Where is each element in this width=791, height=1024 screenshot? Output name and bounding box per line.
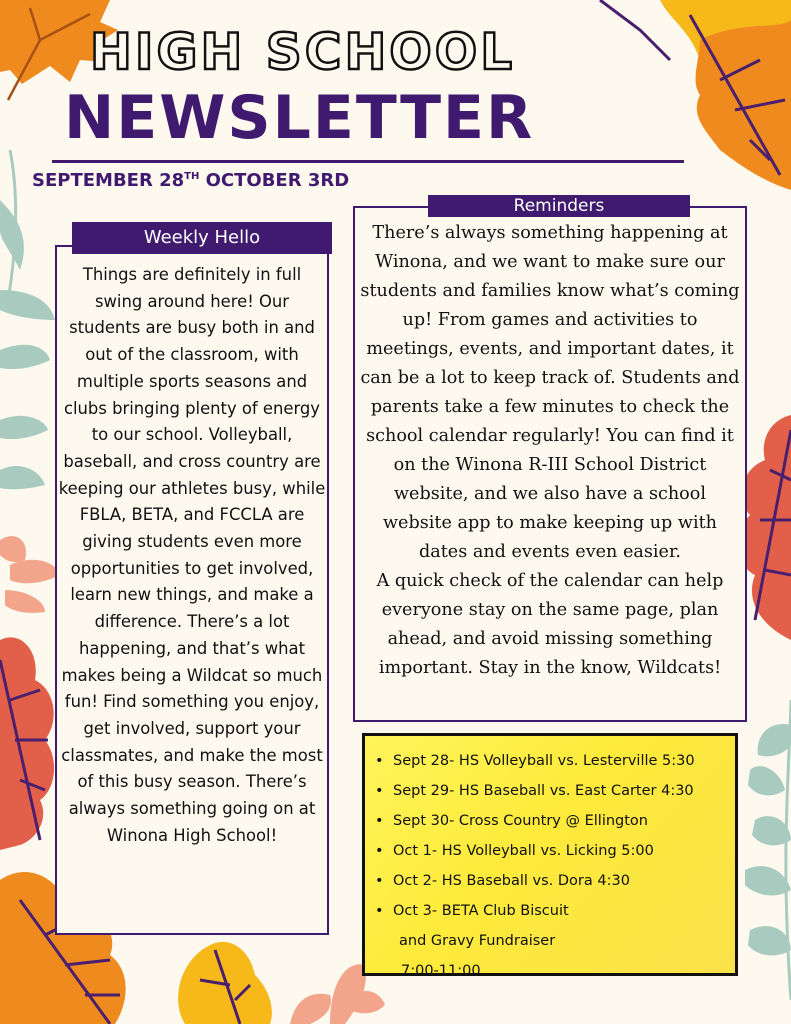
title-newsletter: NEWSLETTER bbox=[64, 83, 535, 153]
reminders-paragraph-1: There’s always something happening at Winona, and we want to make sure our students and families know what’s coming up! From games and activities to meetings, events, and important dates, it can be a lot to keep track of. Students and parents take a few minutes to check the school calendar regularly! You can find it on the Winona R-III School District website, and we also have a school website app to make keeping up with dates and events even easier. bbox=[360, 223, 740, 562]
reminders-text bbox=[357, 219, 743, 683]
date-start: SEPTEMBER 28 bbox=[32, 170, 185, 191]
fern-leaf-icon bbox=[0, 536, 60, 613]
weekly-hello-text: Things are definitely in full swing around here! Our students are busy both in and out of the classroom, with multiple sports seasons and clubs bringing plenty of energy to our school. Volleyball, baseball, and cross country are keeping our athletes busy, while FBLA, BETA, and FCCLA are giving students even more opportunities to get involved, learn new things, and make a difference. There’s a lot happening, and that’s what makes being a Wildcat so much fun! Find something you enjoy, get involved, support your classmates, and make the most of this busy season. There’s always something going on at Winona High School! bbox=[58, 265, 326, 845]
red-oak-leaf-icon bbox=[0, 637, 54, 850]
event-item-fundraiser: • Oct 3- BETA Club Biscuit and Gravy Fundraiser 7:00-11:00 bbox=[365, 896, 735, 986]
title-high-school: HIGH SCHOOL bbox=[90, 23, 516, 81]
sage-branch-icon bbox=[0, 150, 55, 489]
reminders-label: Reminders bbox=[428, 195, 690, 217]
date-range bbox=[32, 170, 349, 191]
weekly-hello-label: Weekly Hello bbox=[72, 222, 332, 254]
reminders-paragraph-2: A quick check of the calendar can help everyone stay on the same page, plan ahead, and avoid missing something important. Stay in the know, Wildcats! bbox=[376, 571, 724, 678]
right-sage-branch-icon bbox=[745, 700, 791, 1000]
event-item: • Sept 29- HS Baseball vs. East Carter 4:30 bbox=[375, 783, 694, 799]
events-list-box bbox=[362, 733, 738, 979]
yellow-leaf-icon bbox=[178, 942, 272, 1024]
date-superscript: TH bbox=[184, 171, 200, 182]
title-divider bbox=[52, 160, 684, 163]
date-end: OCTOBER 3RD bbox=[199, 170, 350, 191]
event-item: • Oct 1- HS Volleyball vs. Licking 5:00 bbox=[375, 843, 654, 859]
event-item: • Sept 30- Cross Country @ Ellington bbox=[375, 813, 648, 829]
event-item: • Sept 28- HS Volleyball vs. Lesterville 5:30 bbox=[375, 753, 695, 769]
event-item: • Oct 2- HS Baseball vs. Dora 4:30 bbox=[375, 873, 630, 889]
event-fundraiser-time: 7:00-11:00 bbox=[401, 963, 481, 979]
event-fundraiser-line2: and Gravy Fundraiser bbox=[399, 933, 556, 949]
events-list bbox=[365, 736, 735, 986]
